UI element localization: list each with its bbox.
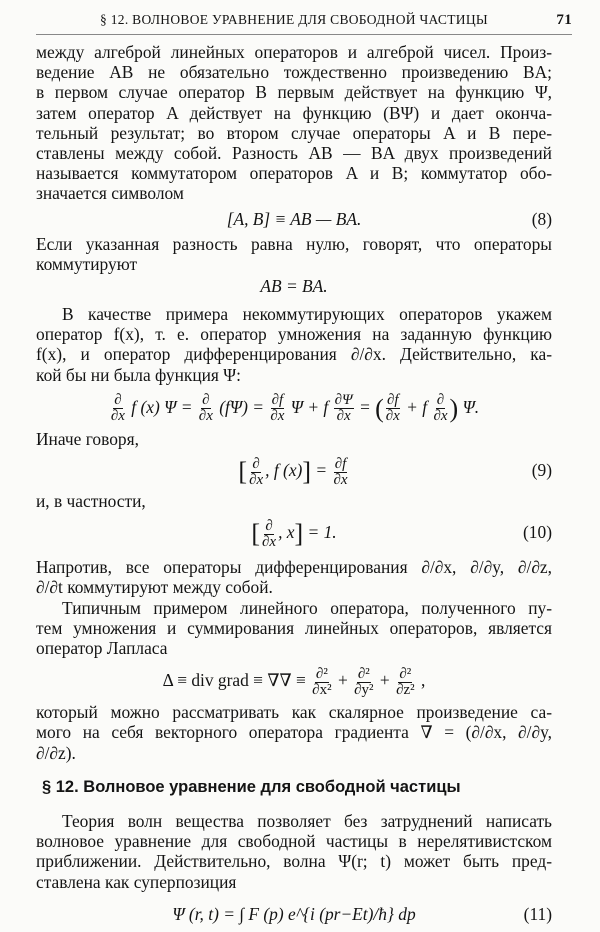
equation-8 (36, 204, 552, 234)
fraction: $\frac{\partial\Psi}{\partial x}$ (334, 392, 353, 425)
text-line: ∂/∂z). (36, 742, 76, 763)
paragraph-wave-theory (36, 811, 552, 892)
text-line: ставлены между собой. Разность AB — BA двух произведений (36, 143, 552, 164)
equation-11-formula: Ψ (r, t) = ∫ F (p) e^{i (pr−Et)/ħ} dp (172, 903, 416, 924)
equation-10-label: (10) (523, 522, 552, 543)
fraction: $\frac{\text{∂²}}{\text{∂z²}}$ (396, 665, 415, 698)
fraction: $\frac{\text{∂²}}{\text{∂y²}}$ (354, 665, 374, 698)
header-rule (36, 34, 572, 35)
text-line: Теория волн вещества позволяет без затруднений написать (62, 811, 552, 832)
fraction: $\frac{\partial}{\partial x}$ (110, 392, 125, 425)
text-line: Напротив, все операторы дифференцирования ∂/∂x, ∂/∂y, ∂/∂z, (36, 557, 552, 578)
fraction: $\frac{\partial}{\partial x}$ (262, 517, 277, 550)
equation-example-formula: $\frac{\partial}{\partial x}$ f (x) Ψ = $\frac{\partial}{\partial x}$ (fΨ) = $\frac{\partial f}{\partial x}$ Ψ + f $\frac{\partial\Psi}{\partial x}$ = ( $\frac{\partial f}{\partial x}$ + f $\frac{\partial}{\partial x}$ ) Ψ. (110, 392, 480, 425)
equation-laplace (36, 658, 552, 702)
text-line: в первом случае оператор B первым действует на функцию Ψ, (36, 82, 552, 103)
running-header (36, 12, 572, 29)
paragraph-laplace (36, 598, 552, 659)
fraction: $\frac{\partial}{\partial x}$ (198, 392, 213, 425)
text-line: f(x), и оператор дифференцирования ∂/∂x. Действительно, ка- (36, 344, 552, 365)
text-line: В качестве примера некоммутирующих операторов укажем (62, 304, 552, 325)
text-inache: Иначе говоря, (36, 428, 139, 449)
paragraph-example (36, 304, 552, 385)
text-line: значается символом (36, 183, 184, 204)
equation-11 (36, 896, 552, 932)
paragraph-commute-derivs (36, 557, 552, 597)
equation-example (36, 385, 552, 429)
text-line: ∂/∂t коммутируют между собой. (36, 577, 273, 598)
equation-laplace-formula: Δ ≡ div grad ≡ ∇∇ ≡ $\frac{\text{∂²}}{\text{∂x²}}$ + $\frac{\text{∂²}}{\text{∂y²}}$ + $\frac{\text{∂²}}{\text{∂z²}}$ , (162, 665, 426, 698)
text-line: волновое уравнение для свободной частицы в нерелятивистском (36, 831, 552, 852)
fraction: $\frac{\partial f}{\partial x}$ (333, 455, 348, 488)
text-line: который можно рассматривать как скалярное произведение са- (36, 702, 552, 723)
text-line: оператор Лапласа (36, 638, 168, 659)
text-line: Если указанная разность равна нулю, говорят, что операторы (36, 233, 552, 254)
paragraph-commutator (36, 42, 552, 204)
equation-8-formula: [A, B] ≡ AB — BA. (226, 208, 362, 229)
text-line: тельный результат; во втором случае операторы A и B пере- (36, 122, 552, 143)
paragraph-gradient (36, 702, 552, 763)
equation-10-formula: [ $\frac{\partial}{\partial x}$ , x] = 1. (251, 517, 337, 550)
text-line: называется коммутатором операторов A и B; коммутатор обо- (36, 163, 552, 184)
fraction: $\frac{\partial f}{\partial x}$ (270, 392, 285, 425)
text-line: кой бы ни была функция Ψ: (36, 364, 241, 385)
text-line: приближении. Действительно, волна Ψ(r; t) может быть пред- (36, 851, 552, 872)
equation-11-label: (11) (523, 903, 552, 924)
section-heading: § 12. Волновое уравнение для свободной частицы (42, 777, 461, 796)
text-line: затем оператор A действует на функцию (BΨ) и дает оконча- (36, 102, 552, 123)
page-body (36, 42, 552, 932)
text-line: Типичным примером линейного оператора, полученного пу- (62, 597, 552, 618)
fraction: $\frac{\partial}{\partial x}$ (249, 455, 264, 488)
fraction: $\frac{\partial f}{\partial x}$ (385, 392, 400, 425)
text-line: ведение AB не обязательно тождественно произведению BA; (36, 62, 552, 83)
fraction: $\frac{\text{∂²}}{\text{∂x²}}$ (312, 665, 332, 698)
running-title: § 12. ВОЛНОВОЕ УРАВНЕНИЕ ДЛЯ СВОБОДНОЙ ЧАСТИЦЫ (100, 12, 488, 27)
equation-8-label: (8) (531, 208, 552, 229)
fraction: $\frac{\partial}{\partial x}$ (433, 392, 448, 425)
text-line: ставлена как суперпозиция (36, 871, 237, 892)
paragraph-commute (36, 234, 552, 274)
text-line: оператор f(x), т. е. оператор умножения на заданную функцию (36, 324, 552, 345)
text-line: мого на себя векторного оператора градиента ∇ = (∂/∂x, ∂/∂y, (36, 722, 552, 743)
equation-9-formula: [ $\frac{\partial}{\partial x}$ , f (x)] = $\frac{\partial f}{\partial x}$ (238, 455, 348, 488)
equation-10 (36, 511, 552, 553)
text-line: тем умножения и суммирования линейных операторов, является (36, 617, 552, 638)
text-chastnosti: и, в частности, (36, 491, 146, 512)
equation-commute (36, 274, 552, 298)
text-line: коммутируют (36, 253, 138, 274)
text-line: между алгеброй линейных операторов и алгеброй чисел. Произ- (36, 42, 552, 62)
equation-commute-formula: AB = BA. (260, 276, 328, 297)
equation-9-label: (9) (531, 459, 552, 480)
equation-9 (36, 449, 552, 491)
page-number: 71 (556, 12, 572, 28)
